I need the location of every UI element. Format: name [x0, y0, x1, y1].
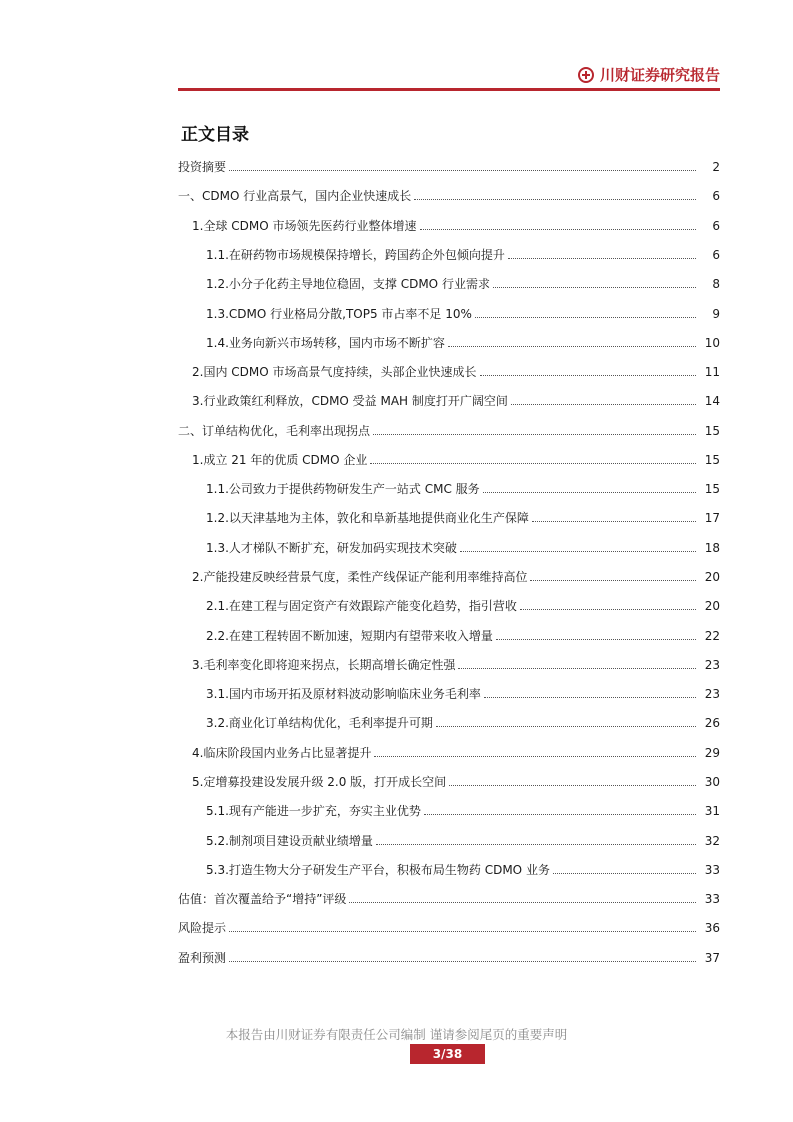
toc-entry[interactable]	[192, 356, 720, 380]
toc-entry-page: 2	[712, 160, 720, 174]
toc-entry[interactable]	[192, 444, 720, 468]
toc-entry[interactable]	[206, 620, 720, 644]
header-divider	[178, 88, 720, 91]
dot-leader	[511, 403, 696, 405]
toc-title: 正文目录	[181, 125, 249, 145]
dot-leader	[424, 813, 696, 815]
dot-leader	[349, 901, 696, 903]
toc-entry-page: 23	[704, 687, 720, 701]
dot-leader	[483, 491, 696, 493]
toc-entry-page: 30	[704, 775, 720, 789]
dot-leader	[376, 843, 696, 845]
toc-entry-page: 32	[704, 834, 720, 848]
toc-entry[interactable]	[192, 649, 720, 673]
toc-entry-label: 1.1.公司致力于提供药物研发生产一站式 CMC 服务	[206, 482, 480, 496]
circle-logo-icon	[578, 67, 594, 83]
toc-entry-label: 3.2.商业化订单结构优化，毛利率提升可期	[206, 716, 433, 730]
toc-entry-page: 8	[712, 277, 720, 291]
dot-leader	[530, 579, 696, 581]
dot-leader	[532, 520, 696, 522]
toc-entry-page: 14	[704, 394, 720, 408]
toc-entry-page: 31	[704, 804, 720, 818]
toc-entry-page: 15	[704, 482, 720, 496]
toc-entry-page: 26	[704, 716, 720, 730]
toc-entry-page: 33	[704, 863, 720, 877]
toc-entry-label: 5.1.现有产能进一步扩充，夯实主业优势	[206, 804, 421, 818]
toc-entry-label: 5.3.打造生物大分子研发生产平台，积极布局生物药 CDMO 业务	[206, 863, 550, 877]
toc-entry-label: 3.行业政策红利释放，CDMO 受益 MAH 制度打开广阔空间	[192, 394, 508, 408]
toc-entry-page: 29	[704, 746, 720, 760]
toc-entry-page: 15	[704, 453, 720, 467]
dot-leader	[373, 433, 696, 435]
dot-leader	[374, 755, 696, 757]
dot-leader	[475, 316, 696, 318]
toc-entry[interactable]	[178, 151, 720, 175]
toc-entry-label: 3.毛利率变化即将迎来拐点，长期高增长确定性强	[192, 658, 456, 672]
page-indicator: 3/38	[410, 1044, 485, 1064]
toc-entry-label: 2.国内 CDMO 市场高景气度持续，头部企业快速成长	[192, 365, 477, 379]
toc-entry[interactable]	[206, 532, 720, 556]
toc-entry-page: 33	[704, 892, 720, 906]
dot-leader	[480, 374, 697, 376]
toc-entry-page: 23	[704, 658, 720, 672]
dot-leader	[553, 872, 696, 874]
toc-entry[interactable]	[206, 678, 720, 702]
toc-entry[interactable]	[206, 268, 720, 292]
toc-entry-label: 2.2.在建工程转固不断加速，短期内有望带来收入增量	[206, 629, 493, 643]
toc-entry-label: 1.全球 CDMO 市场领先医药行业整体增速	[192, 219, 417, 233]
toc-entry[interactable]	[178, 912, 720, 936]
dot-leader	[370, 462, 696, 464]
disclaimer-note: 本报告由川财证券有限责任公司编制 谨请参阅尾页的重要声明	[225, 1027, 568, 1042]
toc-entry-label: 1.3.CDMO 行业格局分散,TOP5 市占率不足 10%	[206, 307, 472, 321]
toc-entry[interactable]	[206, 825, 720, 849]
toc-entry-label: 1.3.人才梯队不断扩充，研发加码实现技术突破	[206, 541, 457, 555]
dot-leader	[458, 667, 696, 669]
report-header	[178, 64, 720, 90]
dot-leader	[449, 784, 696, 786]
dot-leader	[414, 198, 696, 200]
dot-leader	[420, 228, 697, 230]
toc-entry[interactable]	[206, 590, 720, 614]
brand	[578, 64, 720, 85]
toc-entry-label: 1.1.在研药物市场规模保持增长，跨国药企外包倾向提升	[206, 248, 505, 262]
toc-entry-page: 17	[704, 511, 720, 525]
dot-leader	[520, 608, 696, 610]
toc-entry-page: 9	[712, 307, 720, 321]
toc-entry-label: 1.成立 21 年的优质 CDMO 企业	[192, 453, 368, 467]
toc-entry[interactable]	[206, 795, 720, 819]
toc-entry[interactable]	[192, 737, 720, 761]
toc-entry[interactable]	[206, 707, 720, 731]
toc-entry-label: 一、CDMO 行业高景气，国内企业快速成长	[178, 189, 412, 203]
toc-entry-page: 37	[704, 951, 720, 965]
toc-entry-page: 20	[704, 599, 720, 613]
dot-leader	[496, 638, 696, 640]
toc-entry[interactable]	[192, 766, 720, 790]
toc-entry-page: 20	[704, 570, 720, 584]
brand-name: 川财证券研究报告	[599, 66, 720, 84]
toc-entry-label: 盈利预测	[178, 951, 227, 965]
toc-entry-page: 22	[704, 629, 720, 643]
dot-leader	[229, 960, 696, 962]
toc-entry[interactable]	[178, 942, 720, 966]
dot-leader	[229, 169, 696, 171]
toc-entry-label: 1.2.小分子化药主导地位稳固，支撑 CDMO 行业需求	[206, 277, 490, 291]
toc-entry-label: 5.定增募投建设发展升级 2.0 版，打开成长空间	[192, 775, 447, 789]
toc-entry-label: 投资摘要	[178, 160, 227, 174]
dot-leader	[460, 550, 696, 552]
toc-entry-label: 3.1.国内市场开拓及原材料波动影响临床业务毛利率	[206, 687, 481, 701]
toc-entry-label: 2.产能投建反映经营景气度，柔性产线保证产能利用率维持高位	[192, 570, 528, 584]
toc-entry-label: 1.2.以天津基地为主体，敦化和阜新基地提供商业化生产保障	[206, 511, 529, 525]
toc-entry-label: 二、订单结构优化，毛利率出现拐点	[178, 424, 371, 438]
toc-entry[interactable]	[192, 385, 720, 409]
dot-leader	[484, 696, 696, 698]
toc-entry-label: 估值：首次覆盖给予“增持”评级	[178, 892, 347, 906]
toc-entry-label: 2.1.在建工程与固定资产有效跟踪产能变化趋势，指引营收	[206, 599, 517, 613]
toc-entry[interactable]	[206, 502, 720, 526]
toc-entry-label: 风险提示	[178, 921, 227, 935]
dot-leader	[436, 725, 696, 727]
toc-entry-page: 18	[704, 541, 720, 555]
toc-entry-page: 36	[704, 921, 720, 935]
toc-entry-page: 6	[712, 189, 720, 203]
toc-entry-page: 11	[704, 365, 720, 379]
toc-entry-page: 10	[704, 336, 720, 350]
toc-entry[interactable]	[192, 210, 720, 234]
toc-entry[interactable]	[206, 327, 720, 351]
toc-entry-label: 5.2.制剂项目建设贡献业绩增量	[206, 834, 373, 848]
dot-leader	[229, 930, 696, 932]
dot-leader	[493, 286, 696, 288]
toc-entry-label: 4.临床阶段国内业务占比显著提升	[192, 746, 372, 760]
toc-entry-page: 6	[712, 219, 720, 233]
toc-entry[interactable]	[178, 180, 720, 204]
toc-entry[interactable]	[192, 561, 720, 585]
toc-entry-page: 15	[704, 424, 720, 438]
toc-entry[interactable]	[206, 473, 720, 497]
toc-entry[interactable]	[178, 883, 720, 907]
toc-entry-label: 1.4.业务向新兴市场转移，国内市场不断扩容	[206, 336, 445, 350]
toc-entry[interactable]	[206, 854, 720, 878]
dot-leader	[508, 257, 696, 259]
toc-entry-page: 6	[712, 248, 720, 262]
toc-entry[interactable]	[206, 239, 720, 263]
toc-entry[interactable]	[178, 415, 720, 439]
toc-entry[interactable]	[206, 298, 720, 322]
dot-leader	[448, 345, 696, 347]
